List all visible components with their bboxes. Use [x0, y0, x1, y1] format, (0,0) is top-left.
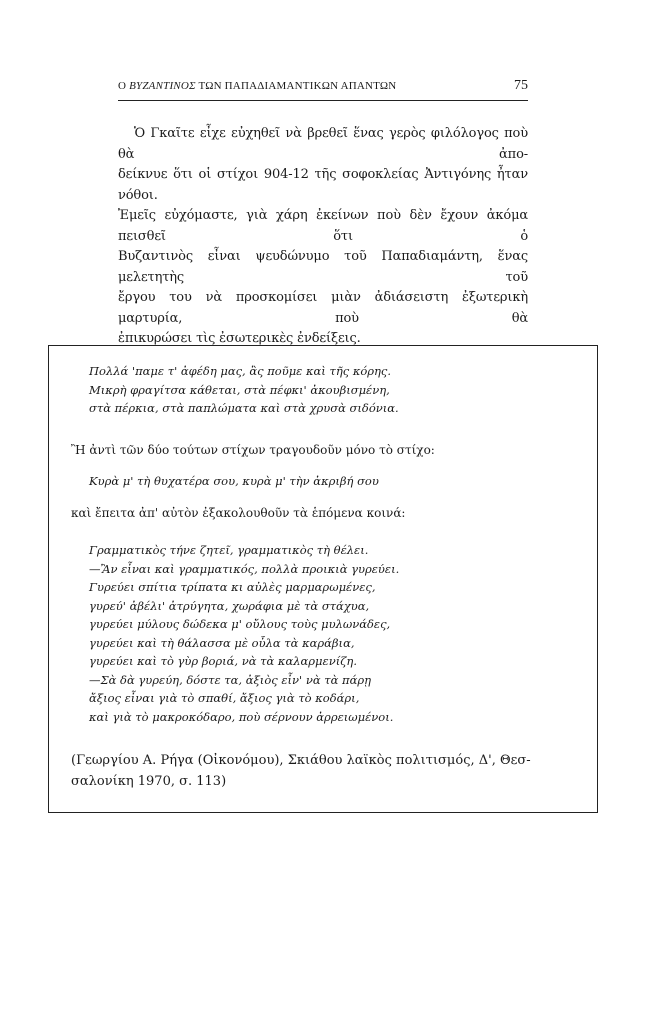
verse-line: Μικρὴ φραγίτσα κάθεται, στὰ πέφκι' ἀκουβισμένη, [89, 382, 390, 397]
running-title-suffix: ΤΩΝ ΠΑΠΑΔΙΑΜΑΝΤΙΚΩΝ ΑΠΑΝΤΩΝ [195, 80, 397, 92]
source-citation [71, 750, 579, 792]
verse-line: γυρεύ' ἀβέλι' ἀτρύγητα, χωράφια μὲ τὰ στάχυα, [89, 598, 370, 613]
paragraph-line: ἐπικυρώσει τὶς ἐσωτερικὲς ἐνδείξεις. [118, 331, 361, 346]
running-title [118, 80, 396, 92]
paragraph-line: Βυζαντινὸς εἶναι ψευδώνυμο τοῦ Παπαδιαμάντη, ἕνας μελετητὴς τοῦ [118, 249, 528, 285]
paragraph-line: Ὁ Γκαῖτε εἶχε εὐχηθεῖ νὰ βρεθεῖ ἕνας γερὸς φιλόλογος ποὺ θὰ ἀπο- [118, 126, 528, 162]
paragraph-line: ἔργου του νὰ προσκομίσει μιὰν ἀδιάσειστη ἐξωτερικὴ μαρτυρία, ποὺ θὰ [118, 290, 528, 326]
verse-stanza-1 [89, 362, 399, 418]
running-title-prefix: Ο [118, 80, 130, 92]
verse-line: στὰ πέρκια, στὰ παπλώματα καὶ στὰ χρυσὰ σιδόνια. [89, 401, 399, 415]
verse-line: Γραμματικὸς τήνε ζητεῖ, γραμματικὸς τὴ θέλει. [89, 543, 369, 557]
paragraph-line: Ἐμεῖς εὐχόμαστε, γιὰ χάρη ἐκείνων ποὺ δὲν ἔχουν ἀκόμα πεισθεῖ ὅτι ὁ [118, 208, 528, 244]
citation-line: σαλονίκη 1970, σ. 113) [71, 774, 227, 789]
page-number: 75 [514, 78, 528, 93]
verse-line: ἄξιος εἶναι γιὰ τὸ σπαθί, ἄξιος γιὰ τὸ κοδάρι, [89, 691, 360, 705]
verse-stanza-2 [89, 541, 399, 726]
body-paragraph [118, 124, 528, 350]
verse-line: καὶ γιὰ τὸ μακροκόδαρο, ποὺ σέρνουν ἀρρειωμένοι. [89, 709, 394, 724]
verse-line: —Σὰ δὰ γυρεύη, δόστε τα, ἀξιὸς εἶν' νὰ τὰ πάρῃ [89, 672, 371, 687]
verse-line: γυρεύει καὶ τὸ γὺρ βοριά, νὰ τὰ καλαρμενίζη. [89, 654, 357, 668]
verse-alt-line: Κυρὰ μ' τὴ θυχατέρα σου, κυρὰ μ' τὴν ἀκριβή σου [89, 474, 379, 488]
verse-line: γυρεύει μύλους δώδεκα μ' οὔλους τοὺς μυλωνάδες, [89, 617, 391, 631]
quotation-box [48, 345, 598, 813]
prose-continue-line: καὶ ἔπειτα ἀπ' αὐτὸν ἐξακολουθοῦν τὰ ἑπόμενα κοινά: [71, 506, 406, 520]
verse-line: Γυρεύει σπίτια τρίπατα κι αὐλὲς μαρμαρωμένες, [89, 580, 376, 594]
paragraph-line: δείκνυε ὅτι οἱ στίχοι 904-12 τῆς σοφοκλείας Ἀντιγόνης ἦταν νόθοι. [118, 167, 528, 203]
verse-line: Πολλά 'παμε τ' ἀφέδη μας, ἂς ποῦμε καὶ τῆς κόρης. [89, 364, 392, 378]
citation-line: (Γεωργίου Α. Ρήγα (Οἰκονόμου), Σκιάθου λαϊκὸς πολιτισμός, Δ', Θεσ- [71, 753, 531, 768]
running-head [118, 78, 528, 98]
running-title-italic: ΒΥΖΑΝΤΙΝΟΣ [129, 80, 196, 92]
header-rule [118, 100, 528, 101]
verse-line: —Ἂν εἶναι καὶ γραμματικός, πολλὰ προικιὰ γυρεύει. [89, 561, 400, 576]
prose-intro-line: Ἢ ἀντὶ τῶν δύο τούτων στίχων τραγουδοῦν μόνο τὸ στίχο: [71, 443, 435, 457]
verse-line: γυρεύει καὶ τὴ θάλασσα μὲ οὖλα τὰ καράβια, [89, 635, 355, 650]
